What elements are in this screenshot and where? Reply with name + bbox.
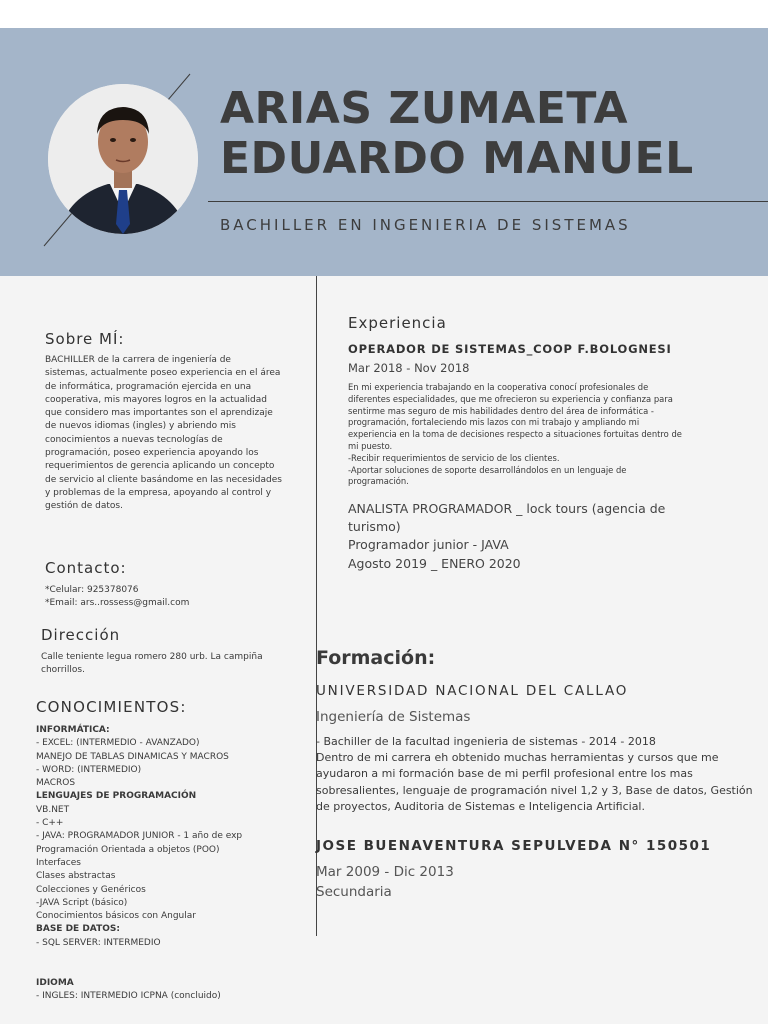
school-level: Secundaria	[316, 884, 392, 900]
language-title: IDIOMA	[36, 978, 74, 988]
about-line: de servicio al cliente basándome en las necesidades	[45, 474, 282, 485]
skills-line: MANEJO DE TABLAS DINAMICAS Y MACROS	[36, 751, 229, 762]
experience-date: Mar 2018 - Nov 2018	[348, 361, 470, 375]
university-desc-line: ayudaron a mi formación base de mi perfil profesional entre los mas	[316, 767, 693, 781]
skills-line: - C++	[36, 818, 64, 829]
university-desc-line: sobresalientes, lenguaje de programación nivel 1,2 y 3, Base de datos, Gestión	[316, 783, 753, 797]
address-title: Dirección	[41, 626, 121, 644]
skills-line: Conocimientos básicos con Angular	[36, 911, 196, 922]
skills-line: Interfaces	[36, 857, 81, 868]
candidate-name	[220, 84, 760, 184]
about-line: y problemas de la empresa, apoyando al control y	[45, 487, 272, 498]
skills-line: -JAVA Script (básico)	[36, 897, 128, 908]
experience-description	[348, 382, 682, 488]
experience-desc-line: diferentes especialidades, que me ofrecieron su experiencia y confianza para	[348, 393, 673, 404]
skills-line: Colecciones y Genéricos	[36, 884, 146, 895]
skills-line: - WORD: (INTERMEDIO)	[36, 764, 142, 775]
experience-job: OPERADOR DE SISTEMAS_COOP F.BOLOGNESI	[348, 342, 672, 356]
about-line: programación, poseo experiencia apoyando los	[45, 448, 259, 459]
name-line-2: EDUARDO MANUEL	[220, 133, 694, 184]
school-date: Mar 2009 - Dic 2013	[316, 864, 454, 880]
experience-desc-line: programación.	[348, 476, 409, 487]
about-line: BACHILLER de la carrera de ingeniería de	[45, 355, 231, 365]
about-line: sistemas, actualmente poseo experiencia en el área	[45, 368, 281, 379]
skills-line: - EXCEL: (INTERMEDIO - AVANZADO)	[36, 738, 200, 749]
experience-title: Experiencia	[348, 314, 447, 332]
university-description	[316, 734, 753, 815]
about-line: que considero mas importantes son el aprendizaje	[45, 408, 273, 419]
education-title: Formación:	[316, 647, 436, 669]
school-name: JOSE BUENAVENTURA SEPULVEDA N° 150501	[316, 838, 712, 854]
language-line: - INGLES: INTERMEDIO ICPNA (concluido)	[36, 991, 221, 1001]
university-desc-line: - Bachiller de la facultad ingenieria de sistemas - 2014 - 2018	[316, 735, 656, 748]
address-line-1: Calle teniente legua romero 280 urb. La campiña	[41, 652, 263, 662]
skills-line: MACROS	[36, 778, 76, 789]
name-line-1: ARIAS ZUMAETA	[220, 83, 629, 134]
about-line: requerimientos de gerencia aplicando un concepto	[45, 461, 275, 472]
experience-desc-line: mi puesto.	[348, 440, 393, 451]
about-line: de informática, programación ejercida en una	[45, 381, 252, 392]
skills-title: CONOCIMIENTOS:	[36, 698, 187, 716]
skills-line: VB.NET	[36, 804, 70, 815]
profile-photo	[48, 84, 198, 234]
experience-extra-line: turismo)	[348, 519, 401, 535]
skills-line: LENGUAJES DE PROGRAMACIÓN	[36, 791, 197, 802]
experience-desc-line: experiencia en la toma de decisiones respecto a situaciones fortuitas dentro de	[348, 429, 682, 440]
about-line: conocimientos a nuevas tecnologías de	[45, 434, 223, 445]
skills-line: Programación Orientada a objetos (POO)	[36, 844, 220, 855]
experience-desc-line: -Recibir requerimientos de servicio de los clientes.	[348, 452, 560, 463]
address-line-2: chorrillos.	[41, 665, 85, 676]
about-title: Sobre MÍ:	[45, 330, 125, 348]
column-divider	[316, 276, 317, 936]
header-rule	[208, 201, 768, 202]
job-title: BACHILLER EN INGENIERIA DE SISTEMAS	[220, 216, 631, 234]
skills-line: BASE DE DATOS:	[36, 924, 120, 935]
about-line: de nuevos idiomas (ingles) y abriendo mis	[45, 421, 236, 432]
experience-extra-line: Programador junior - JAVA	[348, 537, 509, 553]
address-text	[41, 651, 263, 678]
contact-email: *Email: ars..rossess@gmail.com	[45, 598, 190, 609]
university-name: UNIVERSIDAD NACIONAL DEL CALLAO	[316, 683, 629, 699]
about-line: cooperativa, mis mayores logros en la actualidad	[45, 394, 267, 405]
skills-line: - SQL SERVER: INTERMEDIO	[36, 937, 161, 948]
experience-extra-line: ANALISTA PROGRAMADOR _ lock tours (agencia de	[348, 501, 666, 516]
experience-desc-line: sentirme mas seguro de mis habilidades dentro del área de informática -	[348, 405, 654, 416]
university-desc-line: de proyectos, Auditoria de Sistemas e Inteligencia Artificial.	[316, 799, 645, 813]
contact-phone: *Celular: 925378076	[45, 585, 139, 595]
experience-desc-line: -Aportar soluciones de soporte desarrollándolos en un lenguaje de	[348, 464, 627, 475]
contact-title: Contacto:	[45, 559, 127, 577]
about-text	[45, 354, 282, 514]
university-desc-line: Dentro de mi carrera eh obtenido muchas herramientas y cursos que me	[316, 751, 719, 765]
university-career: Ingeniería de Sistemas	[316, 709, 471, 725]
contact-info	[45, 584, 189, 611]
experience-desc-line: programación, fortaleciendo mis lazos con mi trabajo y ampliando mi	[348, 417, 640, 428]
skills-line: INFORMÁTICA:	[36, 725, 110, 735]
experience-desc-line: En mi experiencia trabajando en la cooperativa conocí profesionales de	[348, 382, 649, 392]
skills-list	[36, 724, 242, 950]
skills-line: - JAVA: PROGRAMADOR JUNIOR - 1 año de exp	[36, 831, 243, 842]
skills-line: Clases abstractas	[36, 871, 116, 882]
experience-extra-line: Agosto 2019 _ ENERO 2020	[348, 555, 521, 571]
experience-extra	[348, 500, 665, 573]
about-line: gestión de datos.	[45, 501, 123, 512]
